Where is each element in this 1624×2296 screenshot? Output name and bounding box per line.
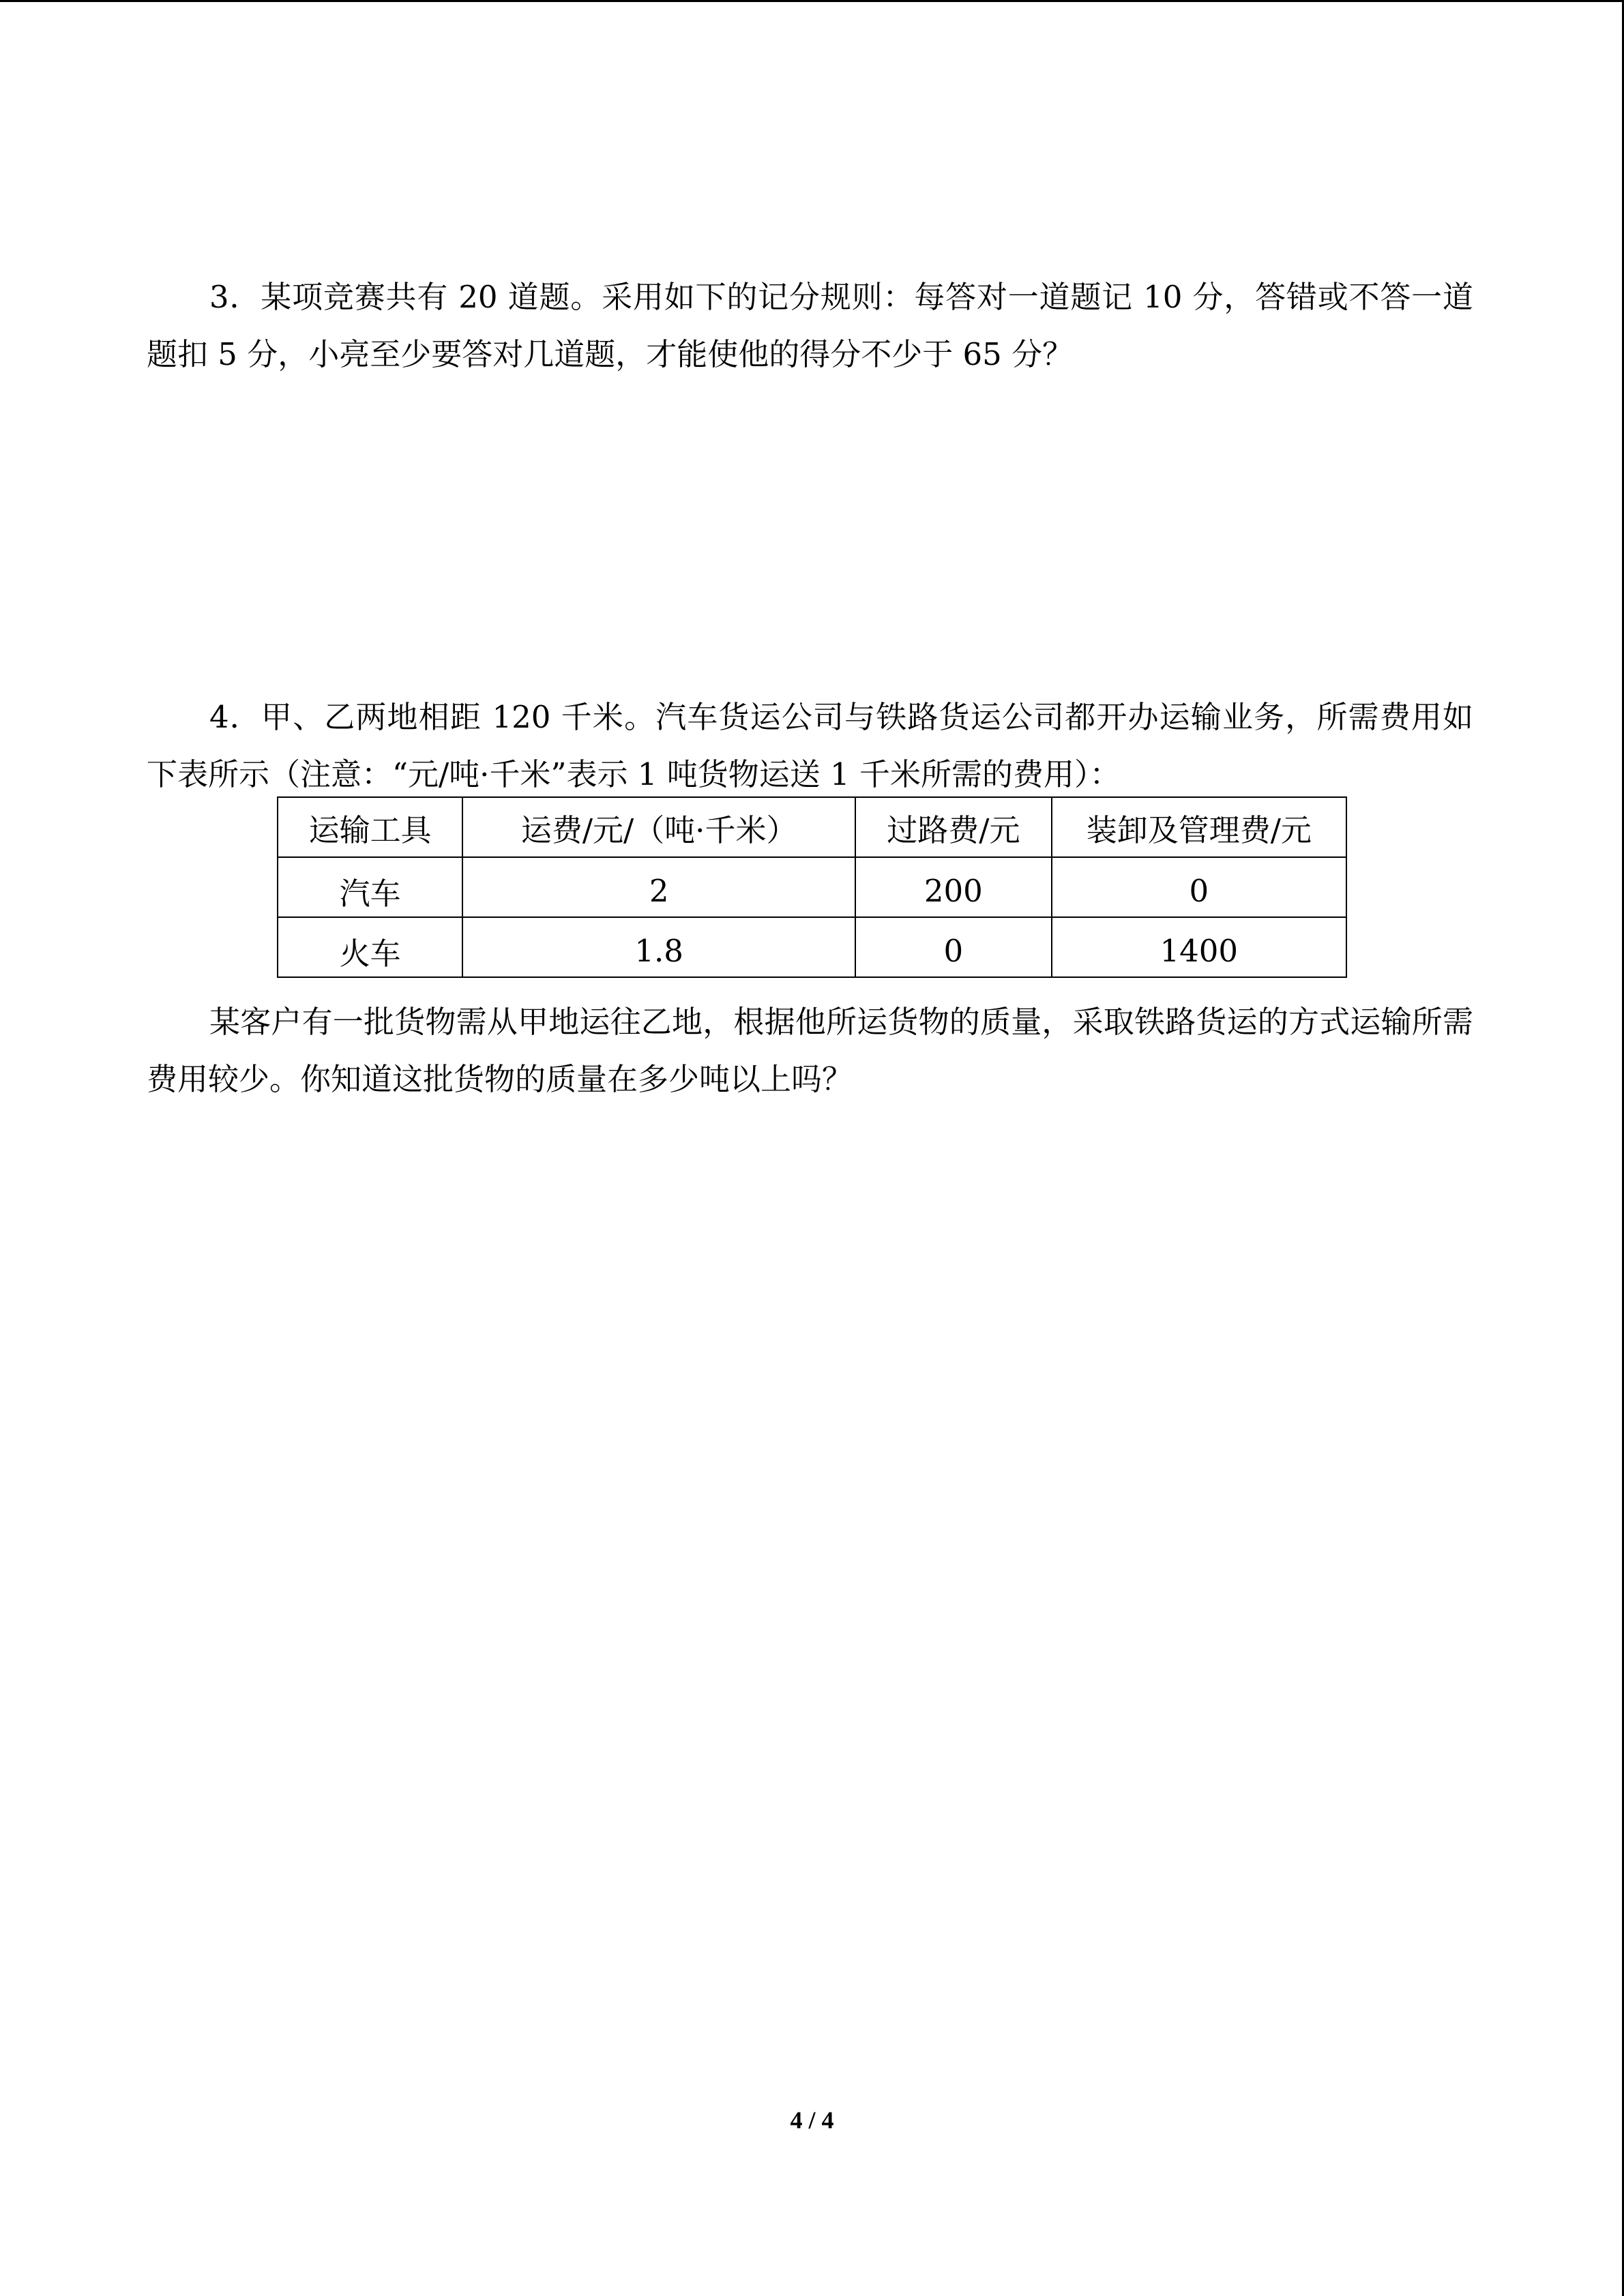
top-border-line (0, 0, 1624, 2)
table-row (278, 917, 1346, 977)
table-header-row (278, 797, 1346, 857)
page-number: 4 / 4 (790, 2106, 834, 2134)
table-cell: 1400 (1052, 917, 1346, 977)
transport-cost-table (277, 796, 1347, 978)
table-cell: 1.8 (462, 917, 855, 977)
table-cell: 0 (855, 917, 1051, 977)
table-row (278, 857, 1346, 917)
table-cell: 2 (462, 857, 855, 917)
table-cell: 200 (855, 857, 1051, 917)
question-3-text: 3．某项竞赛共有 20 道题。采用如下的记分规则：每答对一道题记 10 分，答错或不答一道题扣 5 分，小亮至少要答对几道题，才能使他的得分不少于 65 分？ (147, 279, 1473, 372)
table-header-cell: 运费/元/（吨·千米） (462, 797, 855, 857)
table-header-cell: 过路费/元 (855, 797, 1051, 857)
table-cell: 0 (1052, 857, 1346, 917)
table-cell: 火车 (278, 917, 462, 977)
question-4-follow-up: 某客户有一批货物需从甲地运往乙地，根据他所运货物的质量，采取铁路货运的方式运输所需费用较少。你知道这批货物的质量在多少吨以上吗？ (147, 1004, 1473, 1097)
question-4-intro: 4．甲、乙两地相距 120 千米。汽车货运公司与铁路货运公司都开办运输业务，所需费用如下表所示（注意：“元/吨·千米”表示 1 吨货物运送 1 千米所需的费用）： (147, 699, 1473, 792)
table-header-cell: 运输工具 (278, 797, 462, 857)
table-header-cell: 装卸及管理费/元 (1052, 797, 1346, 857)
table-cell: 汽车 (278, 857, 462, 917)
